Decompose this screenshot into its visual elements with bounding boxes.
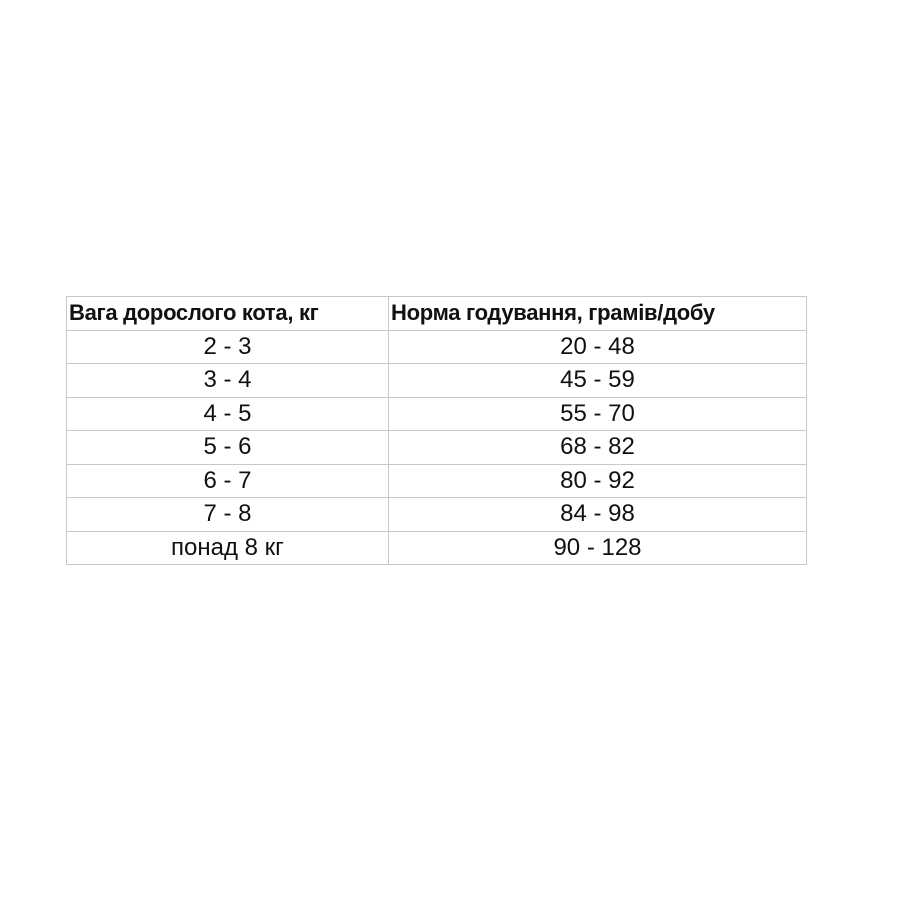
header-feeding-norm: Норма годування, грамів/добу	[389, 297, 807, 331]
feeding-cell: 80 - 92	[389, 464, 807, 498]
weight-cell: 6 - 7	[67, 464, 389, 498]
table-row	[67, 464, 807, 498]
feeding-cell: 55 - 70	[389, 397, 807, 431]
table-row	[67, 364, 807, 398]
feeding-cell: 90 - 128	[389, 531, 807, 565]
weight-cell: 7 - 8	[67, 498, 389, 532]
table-header-row	[67, 297, 807, 331]
feeding-cell: 84 - 98	[389, 498, 807, 532]
feeding-cell: 68 - 82	[389, 431, 807, 465]
table-row	[67, 531, 807, 565]
feeding-table-container	[66, 296, 806, 565]
feeding-cell: 45 - 59	[389, 364, 807, 398]
table-row	[67, 498, 807, 532]
weight-cell: понад 8 кг	[67, 531, 389, 565]
feeding-table	[66, 296, 807, 565]
weight-cell: 4 - 5	[67, 397, 389, 431]
table-row	[67, 397, 807, 431]
weight-cell: 3 - 4	[67, 364, 389, 398]
table-row	[67, 431, 807, 465]
table-row	[67, 330, 807, 364]
feeding-cell: 20 - 48	[389, 330, 807, 364]
weight-cell: 5 - 6	[67, 431, 389, 465]
header-weight: Вага дорослого кота, кг	[67, 297, 389, 331]
weight-cell: 2 - 3	[67, 330, 389, 364]
